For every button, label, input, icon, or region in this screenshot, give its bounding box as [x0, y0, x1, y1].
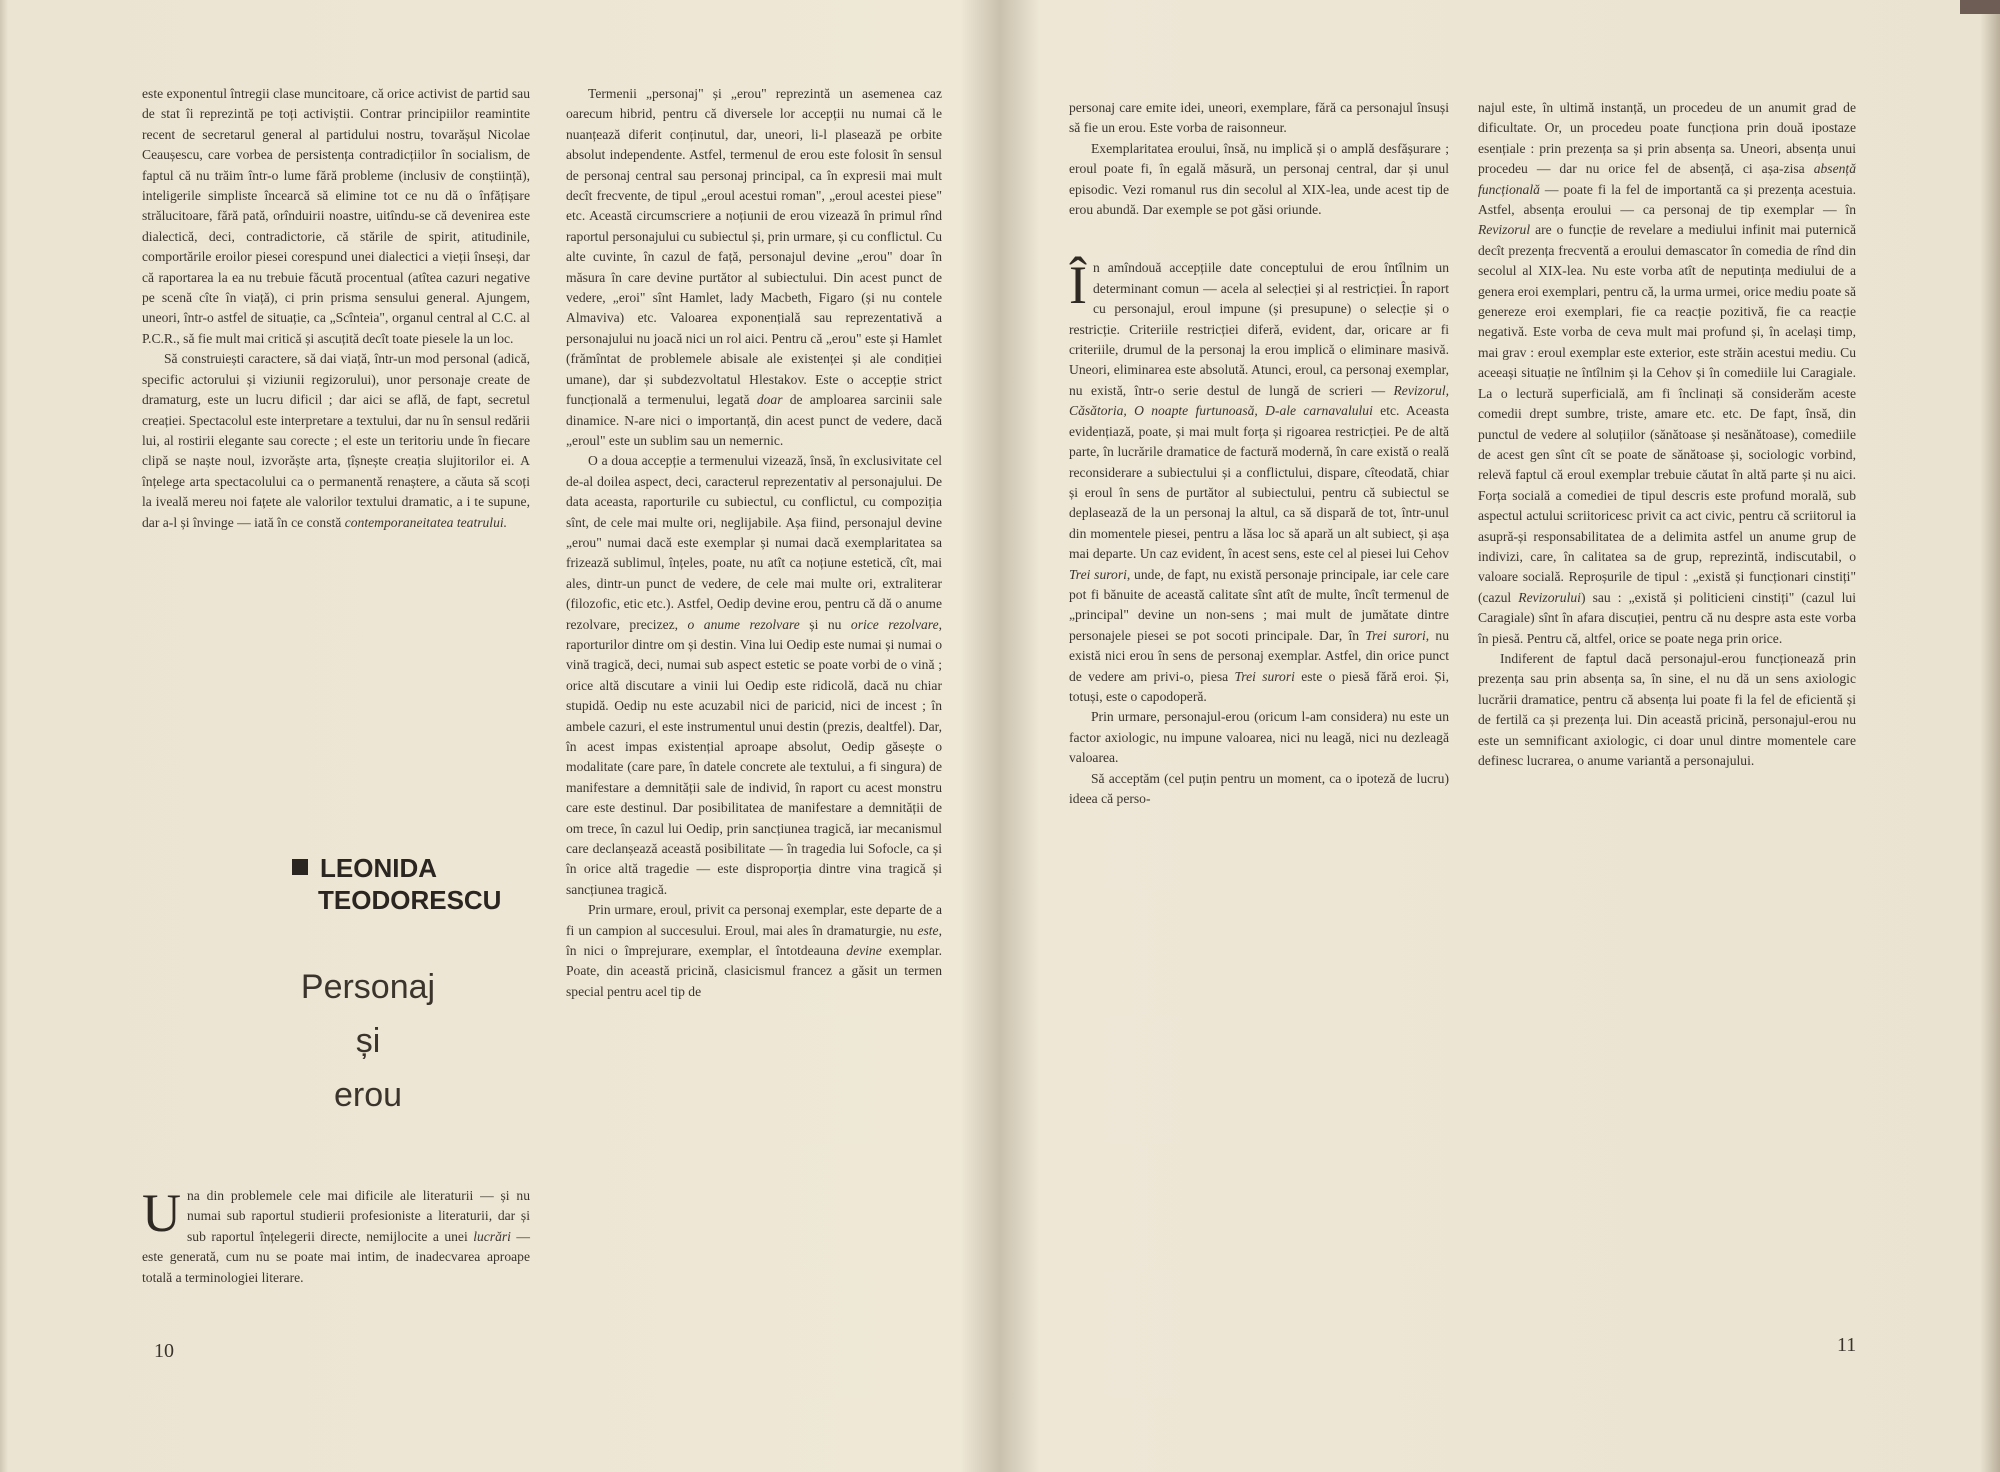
paragraph: O a doua accepție a termenului vizează, însă, în exclusivitate cel de-al doilea aspect, deci, caracterul reprezentativ al personajului. De data aceasta, raporturile cu subiectul, cu conflictul, cu compoziția sînt, de cele mai multe ori, neglijabile. Așa fiind, personajul devine „erou" numai dacă este exemplar și numai dacă exemplaritatea sa frizează sublimul, înțeles, poate, nu atît ca noțiune estetică, cît, mai ales, dintr-un punct de vedere, de cele mai multe ori, extraliterar (filozofic, etic etc.). Astfel, Oedip devine erou, pentru că dă o anume rezolvare, precizez, o anume rezolvare și nu orice rezolvare, raporturilor dintre om și destin. Vina lui Oedip este numai și numai o vină tragică, deci, numai sub aspect estetic se poate vorbi de o vină ; orice altă discutare a vinii lui Oedip este ridicolă, dacă nu chiar stupidă. Oedip nu este acuzabil nici de paricid, nici de incest ; în ambele cazuri, el este instrumentul unui destin (prezis, dealtfel). Dar, în acest impas existențial aproape absolut, Oedip găsește o modalitate (care pare, în datele concrete ale textului, a fi singura) de manifestare a demnității sale de individ, în raport cu acest monstru care este destinul. Dar posibilitatea de manifestare a demnității de om trece, în cazul lui Oedip, prin sancțiunea tragică, iar mecanismul care declanșează această posibilitate — în tragedia lui Sofocle, ca și în orice altă tragedie — este disproporția dintre vina tragică și sancțiunea tragică. — [566, 453, 943, 897]
paragraph: Termenii „personaj" și „erou" reprezintă un asemenea caz oarecum hibrid, pentru că diversele lor accepții nu numai că le nuanțează diferit conținutul, dar, uneori, li-l plasează pe orbite absolut independente. Astfel, termenul de erou este folosit în sensul de personaj central sau personaj principal, ca în expresii mai mult decît frecvente, de tipul „eroul acestui roman", „eroul acestei piese" etc. Această circumscriere a noțiunii de erou vizează în primul rînd raportul personajului cu subiectul și, prin urmare, și cu conflictul. Cu alte cuvinte, în cazul de față, personajul devine „erou" doar în măsura în care devine purtător al subiectului. Din acest punct de vedere, „eroi" sînt Hamlet, lady Macbeth, Figaro (și nu contele Almaviva) etc. Valoarea exponențială sau reprezentativă a personajului nu joacă nici un rol aici. Pentru că „erou" este și Hamlet (frămîntat de problemele abisale ale existenței și ale condiției umane), dar și subdezvoltatul Hlestakov. Este o accepție strict funcțională a termenului, legată doar de amploarea sarcinii sale dinamice. N-are nici o importanță, din acest punct de vedere, dacă „eroul" este un sublim sau un nemernic. — [566, 86, 942, 448]
article-title: Personaj și erou — [300, 968, 436, 1114]
drop-cap: U — [142, 1183, 181, 1243]
paragraph: najul este, în ultimă instanță, un procedeu de un anumit grad de dificultate. Or, un procedeu poate funcționa prin două ipostaze esențiale : prin prezența sa și prin absența sa. Uneori, absența unui procedeu — dar nu orice fel de absență, ci așa-zisa absență funcțională — poate fi la fel de importantă ca și prezența acestuia. Astfel, absența eroului — ca personaj de tip exemplar — în Revizorul are o funcție de revelare a mediului infinit mai puternică decît prezența frecventă a eroului demascator în comedia de rînd din secolul al XIX-lea. Nu este vorba atît de neputința mediului de a genera eroi exemplari, pentru că, la urma urmei, orice mediu poate să genereze eroi exemplari, fie ca reacție pozitivă, fie ca reacție negativă. Este vorba de ceva mult mai profund și, în același timp, mai grav : eroul exemplar este exterior, este străin acestui mediu. Cu aceeași situație ne întîlnim și la Cehov și în comediile lui Caragiale. La o lectură superficială, am fi înclinați să considerăm aceste comedii drept sumbre, triste, amare etc. etc. De fapt, însă, din punctul de vedere al soluțiilor (sănătoase și nesănătoase), comediile de acest gen sînt cît se poate de sănătoase și, sociologic vorbind, relevă faptul că eroul exemplar trebuie căutat în altă parte și nu aici. Forța socială a comediei de tipul descris este profund morală, sub aspectul actului scriitoricesc privit ca act civic, pentru că scriitorul ia asupră-și responsabilitatea de a delimita astfel un anume grup de indivizi, care, în calitatea sa de grup, reprezintă, indiscutabil, o valoare socială. Reproșurile de tipul : „există și funcționari cinstiți" (cazul Revizorului) sau : „există și politicieni cinstiți" (cazul lui Caragiale) sînt în afara discuției, pentru că nu despre asta este vorba în piesă. Pentru că, altfel, orice se poate nega prin orice. — [1478, 100, 1856, 646]
column-3 — [1069, 98, 1449, 809]
paragraph: Prin urmare, eroul, privit ca personaj exemplar, este departe de a fi un campion al succesului. Eroul, mai ales în dramaturgie, nu este, în nici o împrejurare, exemplar, el întotdeauna devine exemplar. Poate, din această pricină, clasicismul francez a găsit un termen special pentru acel tip de — [566, 902, 942, 999]
column-1 — [142, 84, 530, 533]
paragraph: În amîndouă accepțiile date conceptului de erou întîlnim un determinant comun — acela al selecției și al restricției. În raport cu personajul, eroul impune (și presupune) o selecție și o restricție. Criteriile restricției diferă, evident, dar, oricare ar fi criteriile, drumul de la personaj la erou implică o eliminare masivă. Uneori, eliminarea este absolută. Atunci, eroul, ca personaj exemplar, nu există, într-o serie destul de lungă de scrieri — Revizorul, Căsătoria, O noapte furtunoasă, D-ale carnavalului etc. Aceasta evidențiază, poate, și mai mult forța și rigoarea restricției. Pe de altă parte, în lucrările dramatice de factură modernă, în care există o reală reconsiderare a subiectului și a conflictului, dispare, cîteodată, chiar și eroul în sens de purtător al subiectului, pentru că subiectul se deplasează de la un personaj la altul, ca să dispară de tot, într-unul din momentele piesei, pentru a lăsa loc să apară un alt subiect, și așa mai departe. Un caz evident, în acest sens, este cel al piesei lui Cehov Trei surori, unde, de fapt, nu există personaje principale, iar cele care pot fi bănuite de această calitate sînt atît de multe, încît termenul de „principal" devine un non-sens ; mai mult de jumătate dintre personajele piesei se pot socoti principale. Dar, în Trei surori, nu există nici erou în sens de personaj exemplar. Astfel, din orice punct de vedere am privi-o, piesa Trei surori este o piesă fără eroi. Și, totuși, este o capodoperă. — [1069, 255, 1450, 704]
page-number-left: 10 — [154, 1340, 174, 1362]
right-page — [1005, 0, 1990, 1472]
author-name: LEONIDA TEODORESCU — [292, 852, 501, 916]
drop-cap: Î — [1069, 255, 1087, 316]
square-bullet-icon — [292, 859, 308, 875]
paragraph: Să construiești caractere, să dai viață, într-un mod personal (adică, specific actorului și viziunii regizorului), unor personaje create de dramaturg, este un lucru dificil ; dar aici se află, de fapt, secretul creației. Spectacolul este interpretare a textului, dar nu în sensul redării lui, al rostirii elegante sau corecte ; el este un teritoriu unde în fiecare clipă se naște noul, izvorăște arta, țîșnește creația slujitorilor ei. A înțelege arta spectacolului ca o permanentă renaștere, a căuta să scoți la iveală mereu noi fațete ale valorilor textului dramatic, a i te supune, dar a-l și învinge — iată în ce constă contemporaneitatea teatrului. — [142, 351, 530, 530]
paragraph: Să acceptăm (cel puțin pentru un moment, ca o ipoteză de lucru) ideea că perso- — [1069, 770, 1449, 806]
paragraph: Exemplaritatea eroului, însă, nu implică și o amplă desfășurare ; eroul poate fi, în egală măsură, un personaj central, dar și unul episodic. Vezi romanul rus din secolul al XIX-lea, unde acest tip de erou abundă. Dar exemple se pot găsi oriunde. — [1069, 140, 1449, 218]
paragraph: personaj care emite idei, uneori, exemplare, fără ca personajul însuși să fie un erou. Este vorba de raisonneur. — [1069, 100, 1449, 136]
page-number-right: 11 — [1837, 1334, 1857, 1356]
paragraph: Prin urmare, personajul-erou (oricum l-am considera) nu este un factor axiologic, nu impune valoarea, nici nu leagă, nici nu dezleagă valoarea. — [1069, 709, 1449, 766]
article-intro: Una din problemele cele mai dificile ale literaturii — și nu numai sub raportul studierii profesioniste a literaturii, dar și sub raportul înțelegerii directe, nemijlocite a unei lucrări — este generată, cum nu se poate mai intim, de inadecvarea aproape totală a terminologiei literare. — [142, 1183, 531, 1285]
column-2 — [566, 84, 942, 1002]
column-4 — [1478, 98, 1856, 771]
paragraph: Indiferent de faptul dacă personajul-erou funcționează prin prezența sau prin absența sa, în sine, el nu dă un sens axiologic lucrării dramatice, pentru că absența lui poate fi la fel de eficientă și de fertilă ca și prezența lui. Din această pricină, personajul-erou nu este un semnificant axiologic, ci doar unul dintre momentele care definesc lucrarea, o anume variantă a personajului. — [1478, 650, 1856, 768]
paragraph: este exponentul întregii clase muncitoare, că orice activist de partid sau de stat îi reprezintă pe toți activiștii. Contrar principiilor reamintite recent de secretarul general al partidului nostru, tovarășul Nicolae Ceaușescu, care vorbea de persistența contradicțiilor în socialism, de faptul că nu trăim într-o lume fără probleme (inclusiv de conștiință), inteligerile simpliste încearcă să elimine tot ce nu dă o înfățișare strălucitoare, fără pată, orînduirii noastre, uitîndu-se că devenirea este dialectică, deci, contradictorie, că stările de spirit, atitudinile, comportările eroilor piesei corespund unei dialectici a vieții înseși, dar că raportarea la ea nu trebuie făcută procentual (atîtea cazuri negative pe scenă cîte în viață), ci prin prisma sensului general. Ajungem, uneori, într-o astfel de situație, ca „Scînteia", organul central al C.C. al P.C.R., să fie mult mai critică și ascuțită decît toate piesele la un loc. — [142, 86, 530, 346]
